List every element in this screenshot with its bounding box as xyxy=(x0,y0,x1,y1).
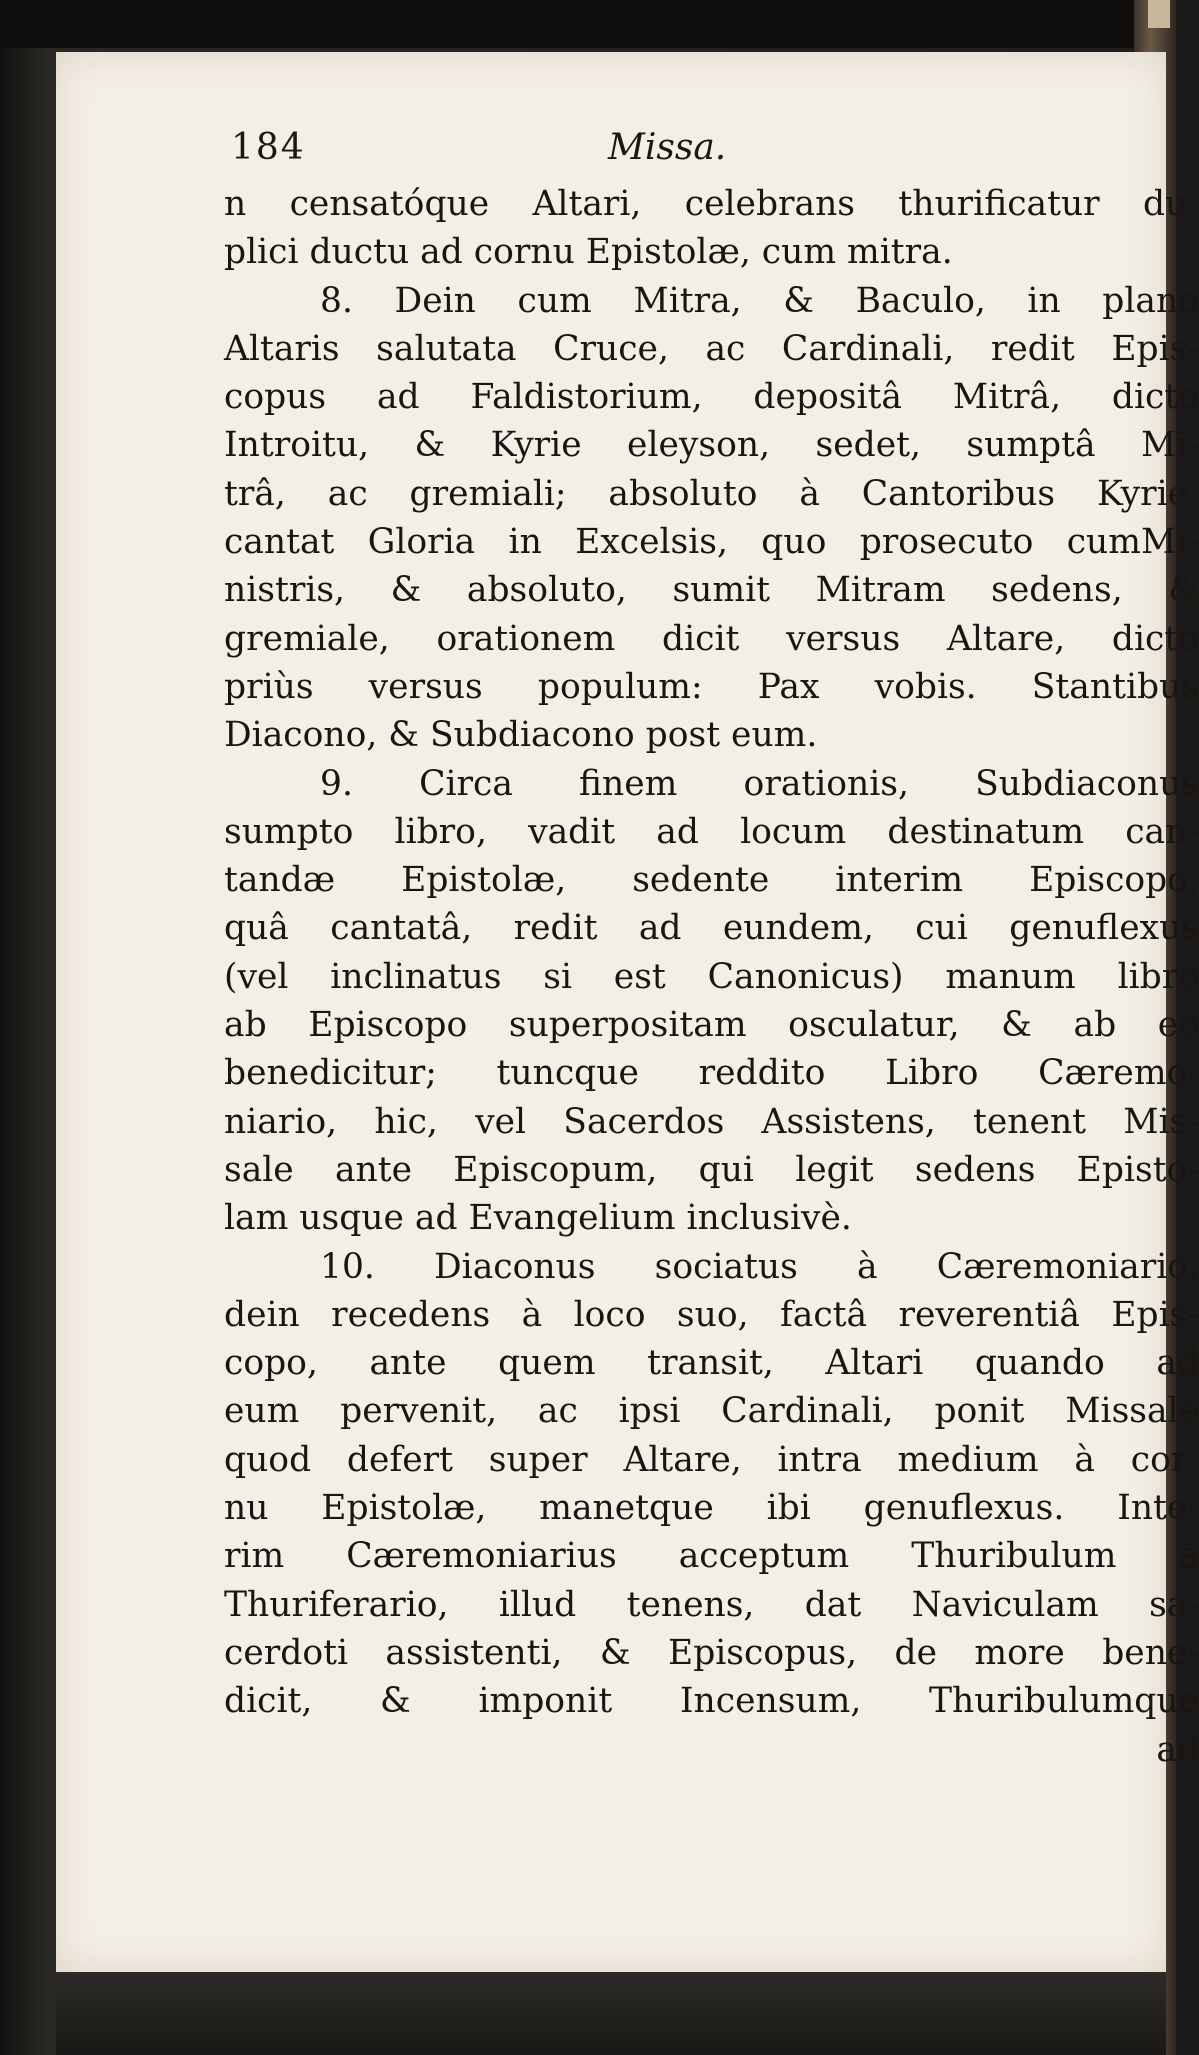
page-number: 184 xyxy=(231,127,306,168)
book-page xyxy=(56,52,1199,1972)
text-line: 9. Circa finem orationis, Subdiaconus xyxy=(320,763,1199,804)
text-line: niario, hic, vel Sacerdos Assistens, tenent Mis- xyxy=(224,1101,1199,1142)
text-line: cerdoti assistenti, & Episcopus, de more bene- xyxy=(224,1632,1199,1673)
text-line: quâ cantatâ, redit ad eundem, cui genuflexus xyxy=(224,908,1199,949)
text-line: nistris, & absoluto, sumit Mitram sedens, & xyxy=(224,570,1199,611)
running-head xyxy=(56,127,1166,187)
body-text xyxy=(224,180,1199,1774)
text-line: sale ante Episcopum, qui legit sedens Episto- xyxy=(224,1149,1199,1190)
text-line: dein recedens à loco suo, factâ reverentiâ Epis- xyxy=(224,1294,1199,1335)
text-line: tandæ Epistolæ, sedente interim Episcopo, xyxy=(224,860,1199,901)
text-line: (vel inclinatus si est Canonicus) manum libro xyxy=(224,956,1199,997)
scan-top-band xyxy=(0,0,1176,48)
text-line: Altaris salutata Cruce, ac Cardinali, redit Epis- xyxy=(224,328,1199,369)
text-line: gremiale, orationem dicit versus Altare, dicto xyxy=(224,618,1199,659)
running-title: Missa. xyxy=(608,127,727,168)
text-line: ab Episcopo superpositam osculatur, & ab eo xyxy=(224,1005,1199,1046)
text-line: n censatóque Altari, celebrans thurificatur du- xyxy=(224,184,1199,224)
text-line: sumpto libro, vadit ad locum destinatum can- xyxy=(224,811,1199,852)
text-line: quod defert super Altare, intra medium à cor- xyxy=(224,1439,1199,1480)
text-line: nu Epistolæ, manetque ibi genuflexus. Inte- xyxy=(224,1488,1199,1529)
text-line: dicit, & imponit Incensum, Thuribulumque xyxy=(224,1681,1199,1722)
text-line: lam usque ad Evangelium inclusivè. xyxy=(224,1198,852,1239)
text-line: benedicitur; tuncque reddito Libro Cæremo- xyxy=(224,1053,1199,1094)
page-bottom-margin xyxy=(56,1972,1166,2055)
text-line: Thuriferario, illud tenens, dat Naviculam sa- xyxy=(224,1584,1199,1625)
text-line: cantat Gloria in Excelsis, quo prosecuto cumMi- xyxy=(224,522,1199,563)
text-line: plici ductu ad cornu Epistolæ, cum mitra. xyxy=(224,232,953,273)
text-line: Introitu, & Kyrie eleyson, sedet, sumptâ Mi- xyxy=(224,425,1199,466)
text-line: copus ad Faldistorium, depositâ Mitrâ, dicto xyxy=(224,377,1199,418)
catchword: ad xyxy=(1156,1729,1199,1770)
text-line: 8. Dein cum Mitra, & Baculo, in plano xyxy=(320,280,1199,321)
text-line: rim Cæremoniarius acceptum Thuribulum à xyxy=(224,1536,1199,1577)
text-line: priùs versus populum: Pax vobis. Stantibus xyxy=(224,666,1199,707)
text-line: trâ, ac gremiali; absoluto à Cantoribus Kyrie, xyxy=(224,473,1199,514)
text-line: Diacono, & Subdiacono post eum. xyxy=(224,715,818,756)
cover-tab xyxy=(1148,0,1170,28)
text-line: 10. Diaconus sociatus à Cæremoniario, xyxy=(320,1246,1199,1287)
text-line: copo, ante quem transit, Altari quando ad xyxy=(224,1343,1199,1384)
text-line: eum pervenit, ac ipsi Cardinali, ponit Missale xyxy=(224,1391,1199,1432)
